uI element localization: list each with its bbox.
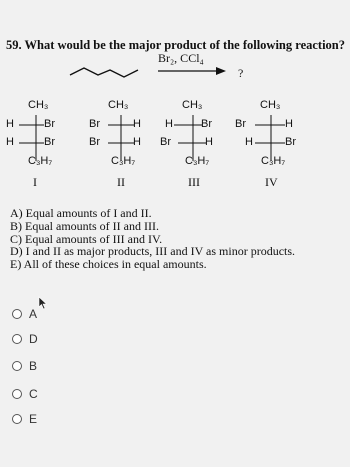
fischer-projection-III	[160, 97, 230, 197]
choice-text-c: C) Equal amounts of III and IV.	[10, 231, 163, 246]
option-c[interactable]	[12, 386, 38, 402]
radio-button[interactable]	[12, 361, 22, 371]
bottom-group: C₃H₇	[261, 155, 286, 167]
row2-right: Br	[285, 136, 296, 148]
row2-left: H	[245, 136, 253, 148]
row1-left: H	[6, 118, 14, 130]
question-text: 59. What would be the major product of the following reaction?	[6, 38, 346, 52]
choice-text-a: A) Equal amounts of I and II.	[10, 206, 152, 220]
pointer-cursor-icon	[38, 296, 48, 310]
reaction-arrow-head	[216, 67, 226, 75]
option-label: B	[29, 359, 38, 373]
choice-text-b: B) Equal amounts of II and III.	[10, 218, 159, 233]
option-label: A	[29, 307, 38, 321]
fischer-projection-II	[86, 97, 156, 197]
radio-button[interactable]	[12, 334, 22, 344]
top-group: CH₃	[182, 99, 203, 111]
reagent-label: Br₂, CCl₄	[158, 51, 204, 65]
option-e[interactable]	[12, 411, 37, 427]
structure-label: II	[117, 175, 125, 189]
option-label: E	[29, 412, 38, 426]
top-group: CH₃	[108, 99, 129, 111]
bottom-group: C₃H₇	[28, 155, 53, 167]
option-label: C	[29, 387, 38, 401]
option-label: D	[29, 332, 38, 346]
top-group: CH₃	[28, 99, 49, 111]
option-a[interactable]	[12, 306, 37, 322]
structure-label: IV	[265, 175, 278, 189]
radio-button[interactable]	[12, 309, 22, 319]
row2-left: H	[6, 136, 14, 148]
option-b[interactable]	[12, 358, 37, 374]
row2-left: Br	[89, 136, 100, 148]
row2-right: H	[133, 136, 141, 148]
bottom-group: C₃H₇	[185, 155, 210, 167]
choice-text-e: E) All of these choices in equal amounts.	[10, 257, 207, 272]
answer-choices	[10, 207, 345, 271]
row2-right: H	[205, 136, 213, 148]
fischer-projection-IV	[233, 97, 303, 197]
reaction-scheme	[0, 0, 350, 95]
option-d[interactable]	[12, 331, 38, 347]
row1-right: Br	[44, 118, 55, 130]
structure-label: III	[188, 175, 200, 189]
row2-left: Br	[160, 136, 171, 148]
structure-label: I	[33, 175, 37, 189]
row1-left: H	[165, 118, 173, 130]
row1-left: Br	[235, 118, 246, 130]
row1-left: Br	[89, 118, 100, 130]
choice-text-d: D) I and II as major products, III and IV as minor products.	[10, 244, 296, 259]
fischer-projection-I	[6, 97, 76, 197]
bottom-group: C₃H₇	[111, 155, 136, 167]
alkene-skeletal-structure	[70, 68, 138, 77]
top-group: CH₃	[260, 99, 281, 111]
row1-right: H	[133, 118, 141, 130]
row1-right: H	[285, 118, 293, 130]
radio-button[interactable]	[12, 414, 22, 424]
row1-right: Br	[201, 118, 212, 130]
product-placeholder: ?	[238, 66, 244, 80]
row2-right: Br	[44, 136, 55, 148]
radio-button[interactable]	[12, 389, 22, 399]
